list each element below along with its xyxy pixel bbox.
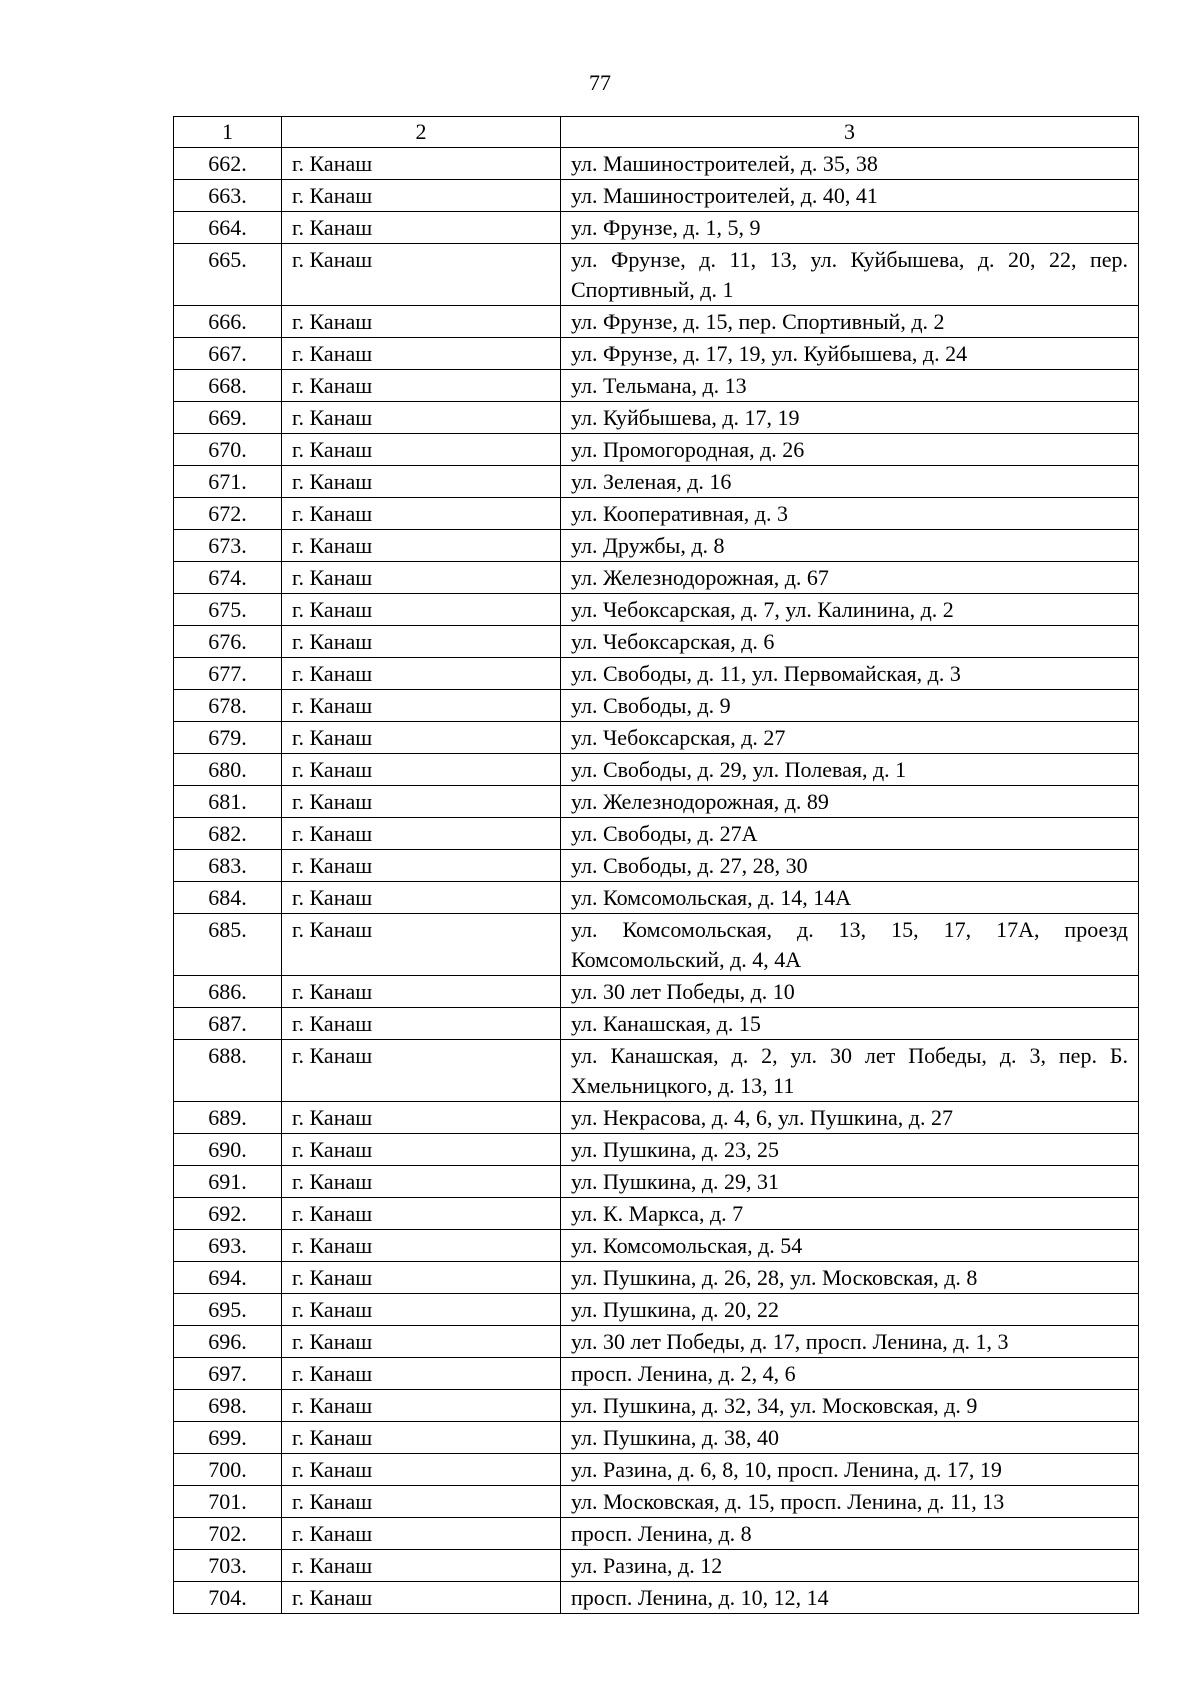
- row-address: ул. Зеленая, д. 16: [561, 466, 1139, 498]
- row-address: ул. Пушкина, д. 20, 22: [561, 1294, 1139, 1326]
- table-row: [174, 1134, 1139, 1166]
- row-city: г. Канаш: [282, 212, 561, 244]
- table-row: [174, 1550, 1139, 1582]
- row-city: г. Канаш: [282, 530, 561, 562]
- row-number: 687.: [174, 1008, 282, 1040]
- table-row: [174, 1358, 1139, 1390]
- row-address: ул. 30 лет Победы, д. 17, просп. Ленина, д. 1, 3: [561, 1326, 1139, 1358]
- row-city: г. Канаш: [282, 466, 561, 498]
- row-address: ул. Фрунзе, д. 1, 5, 9: [561, 212, 1139, 244]
- table-row: [174, 1230, 1139, 1262]
- row-address: ул. Свободы, д. 29, ул. Полевая, д. 1: [561, 754, 1139, 786]
- row-city: г. Канаш: [282, 914, 561, 976]
- row-number: 698.: [174, 1390, 282, 1422]
- row-city: г. Канаш: [282, 402, 561, 434]
- row-address: ул. 30 лет Победы, д. 10: [561, 976, 1139, 1008]
- row-address: ул. Чебоксарская, д. 7, ул. Калинина, д. 2: [561, 594, 1139, 626]
- row-number: 684.: [174, 882, 282, 914]
- page-number: 77: [589, 70, 611, 95]
- row-address: ул. Кооперативная, д. 3: [561, 498, 1139, 530]
- row-city: г. Канаш: [282, 786, 561, 818]
- row-address: ул. Чебоксарская, д. 27: [561, 722, 1139, 754]
- row-number: 682.: [174, 818, 282, 850]
- row-address: ул. Свободы, д. 27А: [561, 818, 1139, 850]
- table-row: [174, 402, 1139, 434]
- row-city: г. Канаш: [282, 1358, 561, 1390]
- row-address: ул. Свободы, д. 9: [561, 690, 1139, 722]
- row-number: 664.: [174, 212, 282, 244]
- row-address: ул. Разина, д. 12: [561, 1550, 1139, 1582]
- row-city: г. Канаш: [282, 690, 561, 722]
- table-row: [174, 1582, 1139, 1614]
- row-city: г. Канаш: [282, 1390, 561, 1422]
- table-row: [174, 562, 1139, 594]
- row-city: г. Канаш: [282, 1294, 561, 1326]
- table-row: [174, 1486, 1139, 1518]
- row-city: г. Канаш: [282, 244, 561, 306]
- table-row: [174, 1454, 1139, 1486]
- row-number: 685.: [174, 914, 282, 976]
- row-city: г. Канаш: [282, 562, 561, 594]
- row-number: 673.: [174, 530, 282, 562]
- table-row: [174, 148, 1139, 180]
- table-row: [174, 1326, 1139, 1358]
- table-row: [174, 626, 1139, 658]
- row-number: 663.: [174, 180, 282, 212]
- row-address: ул. Некрасова, д. 4, 6, ул. Пушкина, д. 27: [561, 1102, 1139, 1134]
- row-number: 680.: [174, 754, 282, 786]
- row-city: г. Канаш: [282, 722, 561, 754]
- row-address: ул. Фрунзе, д. 11, 13, ул. Куйбышева, д. 20, 22, пер. Спортивный, д. 1: [561, 244, 1139, 306]
- row-number: 686.: [174, 976, 282, 1008]
- row-address: ул. Фрунзе, д. 15, пер. Спортивный, д. 2: [561, 306, 1139, 338]
- row-number: 669.: [174, 402, 282, 434]
- table-row: [174, 1198, 1139, 1230]
- row-city: г. Канаш: [282, 498, 561, 530]
- row-address: ул. Фрунзе, д. 17, 19, ул. Куйбышева, д. 24: [561, 338, 1139, 370]
- column-header-2: 2: [282, 117, 561, 148]
- row-city: г. Канаш: [282, 1230, 561, 1262]
- row-number: 677.: [174, 658, 282, 690]
- row-city: г. Канаш: [282, 976, 561, 1008]
- table-row: [174, 1166, 1139, 1198]
- row-city: г. Канаш: [282, 1326, 561, 1358]
- row-number: 690.: [174, 1134, 282, 1166]
- row-number: 662.: [174, 148, 282, 180]
- row-number: 701.: [174, 1486, 282, 1518]
- row-number: 674.: [174, 562, 282, 594]
- row-address: ул. Пушкина, д. 29, 31: [561, 1166, 1139, 1198]
- table-row: [174, 338, 1139, 370]
- row-city: г. Канаш: [282, 882, 561, 914]
- row-number: 675.: [174, 594, 282, 626]
- row-city: г. Канаш: [282, 434, 561, 466]
- row-city: г. Канаш: [282, 180, 561, 212]
- table-row: [174, 466, 1139, 498]
- row-address: ул. К. Маркса, д. 7: [561, 1198, 1139, 1230]
- table-row: [174, 658, 1139, 690]
- row-city: г. Канаш: [282, 148, 561, 180]
- row-address: ул. Куйбышева, д. 17, 19: [561, 402, 1139, 434]
- row-address: ул. Тельмана, д. 13: [561, 370, 1139, 402]
- table-row: [174, 180, 1139, 212]
- row-number: 702.: [174, 1518, 282, 1550]
- row-number: 699.: [174, 1422, 282, 1454]
- row-city: г. Канаш: [282, 1198, 561, 1230]
- row-city: г. Канаш: [282, 1262, 561, 1294]
- table-row: [174, 722, 1139, 754]
- table-row: [174, 1518, 1139, 1550]
- row-city: г. Канаш: [282, 1518, 561, 1550]
- row-address: ул. Московская, д. 15, просп. Ленина, д. 11, 13: [561, 1486, 1139, 1518]
- row-number: 689.: [174, 1102, 282, 1134]
- row-address: ул. Свободы, д. 27, 28, 30: [561, 850, 1139, 882]
- row-number: 695.: [174, 1294, 282, 1326]
- row-number: 676.: [174, 626, 282, 658]
- row-number: 700.: [174, 1454, 282, 1486]
- row-number: 697.: [174, 1358, 282, 1390]
- row-address: ул. Железнодорожная, д. 89: [561, 786, 1139, 818]
- table-row: [174, 498, 1139, 530]
- address-table: [173, 116, 1139, 1614]
- row-number: 671.: [174, 466, 282, 498]
- table-row: [174, 914, 1139, 976]
- row-city: г. Канаш: [282, 1582, 561, 1614]
- row-address: ул. Машиностроителей, д. 40, 41: [561, 180, 1139, 212]
- row-city: г. Канаш: [282, 1454, 561, 1486]
- row-city: г. Канаш: [282, 1102, 561, 1134]
- row-address: ул. Железнодорожная, д. 67: [561, 562, 1139, 594]
- row-number: 679.: [174, 722, 282, 754]
- table-row: [174, 786, 1139, 818]
- row-number: 688.: [174, 1040, 282, 1102]
- row-city: г. Канаш: [282, 754, 561, 786]
- table-body: [174, 148, 1139, 1614]
- row-number: 681.: [174, 786, 282, 818]
- table-row: [174, 850, 1139, 882]
- row-address: просп. Ленина, д. 8: [561, 1518, 1139, 1550]
- row-address: ул. Пушкина, д. 32, 34, ул. Московская, д. 9: [561, 1390, 1139, 1422]
- row-city: г. Канаш: [282, 338, 561, 370]
- row-number: 665.: [174, 244, 282, 306]
- column-header-1: 1: [174, 117, 282, 148]
- row-city: г. Канаш: [282, 1166, 561, 1198]
- table-row: [174, 212, 1139, 244]
- row-city: г. Канаш: [282, 1422, 561, 1454]
- table-row: [174, 370, 1139, 402]
- row-address: ул. Машиностроителей, д. 35, 38: [561, 148, 1139, 180]
- table-row: [174, 1102, 1139, 1134]
- row-number: 704.: [174, 1582, 282, 1614]
- row-number: 678.: [174, 690, 282, 722]
- row-city: г. Канаш: [282, 818, 561, 850]
- table-row: [174, 882, 1139, 914]
- row-city: г. Канаш: [282, 1008, 561, 1040]
- row-address: ул. Пушкина, д. 23, 25: [561, 1134, 1139, 1166]
- table-row: [174, 976, 1139, 1008]
- row-address: ул. Пушкина, д. 26, 28, ул. Московская, д. 8: [561, 1262, 1139, 1294]
- column-header-3: 3: [561, 117, 1139, 148]
- row-city: г. Канаш: [282, 1550, 561, 1582]
- row-number: 691.: [174, 1166, 282, 1198]
- row-number: 696.: [174, 1326, 282, 1358]
- row-number: 667.: [174, 338, 282, 370]
- table-row: [174, 1390, 1139, 1422]
- row-address: просп. Ленина, д. 2, 4, 6: [561, 1358, 1139, 1390]
- table-row: [174, 1008, 1139, 1040]
- row-number: 683.: [174, 850, 282, 882]
- row-address: ул. Канашская, д. 2, ул. 30 лет Победы, д. 3, пер. Б. Хмельницкого, д. 13, 11: [561, 1040, 1139, 1102]
- row-address: ул. Канашская, д. 15: [561, 1008, 1139, 1040]
- table-row: [174, 1040, 1139, 1102]
- row-address: ул. Свободы, д. 11, ул. Первомайская, д. 3: [561, 658, 1139, 690]
- row-address: просп. Ленина, д. 10, 12, 14: [561, 1582, 1139, 1614]
- table-row: [174, 1422, 1139, 1454]
- table-row: [174, 1294, 1139, 1326]
- table-row: [174, 818, 1139, 850]
- row-number: 703.: [174, 1550, 282, 1582]
- row-city: г. Канаш: [282, 1134, 561, 1166]
- table-row: [174, 1262, 1139, 1294]
- row-number: 670.: [174, 434, 282, 466]
- row-number: 672.: [174, 498, 282, 530]
- table-row: [174, 754, 1139, 786]
- table-row: [174, 594, 1139, 626]
- row-city: г. Канаш: [282, 850, 561, 882]
- row-address: ул. Дружбы, д. 8: [561, 530, 1139, 562]
- row-city: г. Канаш: [282, 594, 561, 626]
- row-city: г. Канаш: [282, 626, 561, 658]
- row-address: ул. Промогородная, д. 26: [561, 434, 1139, 466]
- row-address: ул. Комсомольская, д. 13, 15, 17, 17А, проезд Комсомольский, д. 4, 4А: [561, 914, 1139, 976]
- row-address: ул. Пушкина, д. 38, 40: [561, 1422, 1139, 1454]
- row-address: ул. Разина, д. 6, 8, 10, просп. Ленина, д. 17, 19: [561, 1454, 1139, 1486]
- row-number: 668.: [174, 370, 282, 402]
- row-city: г. Канаш: [282, 658, 561, 690]
- table-header-row: [174, 117, 1139, 148]
- row-address: ул. Комсомольская, д. 14, 14А: [561, 882, 1139, 914]
- row-city: г. Канаш: [282, 370, 561, 402]
- row-address: ул. Комсомольская, д. 54: [561, 1230, 1139, 1262]
- table-row: [174, 530, 1139, 562]
- row-number: 693.: [174, 1230, 282, 1262]
- row-city: г. Канаш: [282, 306, 561, 338]
- row-address: ул. Чебоксарская, д. 6: [561, 626, 1139, 658]
- table-row: [174, 306, 1139, 338]
- row-number: 694.: [174, 1262, 282, 1294]
- row-number: 666.: [174, 306, 282, 338]
- table-row: [174, 690, 1139, 722]
- row-city: г. Канаш: [282, 1486, 561, 1518]
- row-number: 692.: [174, 1198, 282, 1230]
- table-row: [174, 244, 1139, 306]
- row-city: г. Канаш: [282, 1040, 561, 1102]
- table-row: [174, 434, 1139, 466]
